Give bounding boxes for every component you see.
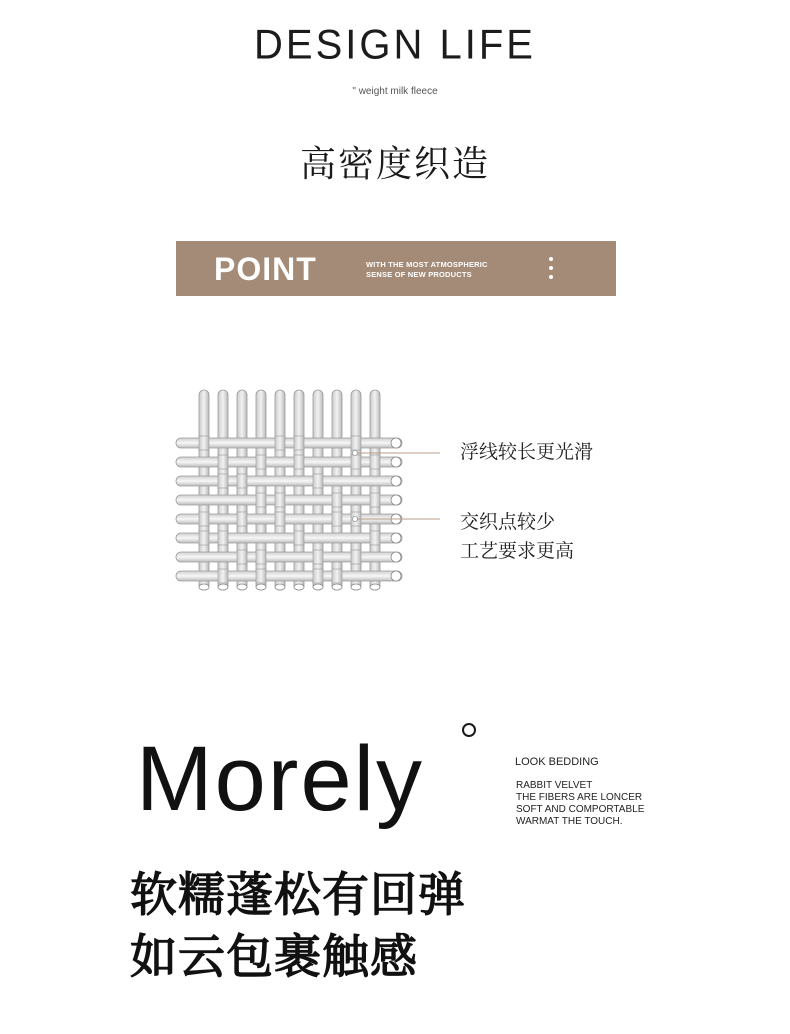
headline-line1: 软糯蓬松有回弹	[130, 868, 466, 923]
warp-overlap	[218, 569, 228, 583]
point-tagline	[366, 260, 488, 280]
warp-overlap	[370, 531, 380, 545]
warp-overlap	[313, 569, 323, 583]
warp-overlap	[199, 436, 209, 450]
warp-thread-end	[237, 584, 247, 590]
warp-overlap	[370, 493, 380, 507]
warp-thread-end	[313, 584, 323, 590]
warp-overlap	[256, 455, 266, 469]
point-tagline-line2: SENSE OF NEW PRODUCTS	[366, 270, 472, 279]
fabric-description	[516, 780, 644, 828]
weft-thread	[176, 476, 402, 486]
warp-overlap	[351, 455, 361, 469]
warp-overlap	[256, 569, 266, 583]
warp-overlap	[275, 512, 285, 526]
weft-threads	[176, 438, 402, 581]
warp-overlap	[313, 474, 323, 488]
weft-thread	[176, 438, 402, 448]
desc-line2: THE FIBERS ARE LONCER	[516, 792, 643, 803]
weft-thread-end	[391, 533, 401, 543]
desc-line4: WARMAT THE TOUCH.	[516, 816, 623, 827]
warp-overlap	[332, 512, 342, 526]
warp-thread-end	[332, 584, 342, 590]
section-heading: 高密度织造	[299, 144, 490, 185]
warp-overlap	[237, 550, 247, 564]
callout-smooth: 浮线较长更光滑	[460, 441, 594, 463]
warp-overlap	[370, 455, 380, 469]
ring-icon	[462, 723, 476, 737]
weft-thread-end	[391, 495, 401, 505]
desc-line1: RABBIT VELVET	[516, 780, 593, 791]
warp-overlap	[237, 474, 247, 488]
brand-title: DESIGN LIFE	[254, 21, 536, 69]
warp-overlap	[218, 455, 228, 469]
weft-thread	[176, 552, 402, 562]
warp-overlap	[313, 550, 323, 564]
warp-overlap	[351, 550, 361, 564]
weft-thread-end	[391, 571, 401, 581]
callout-craft-line2: 工艺要求更高	[460, 540, 575, 562]
warp-thread-end	[256, 584, 266, 590]
callout-craft-line1: 交织点较少	[460, 511, 556, 533]
warp-overlap	[199, 512, 209, 526]
callout-craft	[460, 508, 574, 566]
warp-overlap	[237, 512, 247, 526]
headline-line2: 如云包裹触感	[130, 930, 418, 985]
weft-thread	[176, 457, 402, 467]
point-word: POINT	[214, 251, 317, 287]
vertical-dots-icon	[548, 257, 554, 283]
warp-overlap	[256, 550, 266, 564]
warp-overlap	[275, 436, 285, 450]
brand-header	[0, 20, 790, 70]
warp-thread-end	[370, 584, 380, 590]
warp-thread-end	[199, 584, 209, 590]
warp-overlap	[294, 436, 304, 450]
warp-overlap	[218, 531, 228, 545]
weft-thread	[176, 533, 402, 543]
point-tagline-line1: WITH THE MOST ATMOSPHERIC	[366, 260, 488, 269]
warp-overlap	[275, 493, 285, 507]
point-banner	[176, 241, 616, 296]
warp-overlap	[294, 531, 304, 545]
weave-diagram	[170, 380, 440, 600]
warp-overlap	[256, 493, 266, 507]
weft-thread-end	[391, 476, 401, 486]
look-bedding-label: LOOK BEDDING	[515, 756, 599, 768]
warp-thread-end	[294, 584, 304, 590]
warp-overlap	[218, 474, 228, 488]
weft-thread	[176, 571, 402, 581]
warp-overlap	[351, 436, 361, 450]
weft-thread-end	[391, 438, 401, 448]
warp-overlap	[294, 455, 304, 469]
weft-thread	[176, 495, 402, 505]
weft-thread-end	[391, 457, 401, 467]
warp-thread-end	[275, 584, 285, 590]
warp-overlap	[332, 569, 342, 583]
warp-thread-end	[351, 584, 361, 590]
warp-thread-end	[218, 584, 228, 590]
warp-overlap	[199, 531, 209, 545]
warp-overlap	[332, 493, 342, 507]
morely-logo	[136, 728, 456, 843]
desc-line3: SOFT AND COMPORTABLE	[516, 804, 645, 815]
brand-subtitle: " weight milk fleece	[352, 86, 438, 97]
morely-wordmark: Morely	[136, 728, 425, 830]
weft-thread-end	[391, 552, 401, 562]
